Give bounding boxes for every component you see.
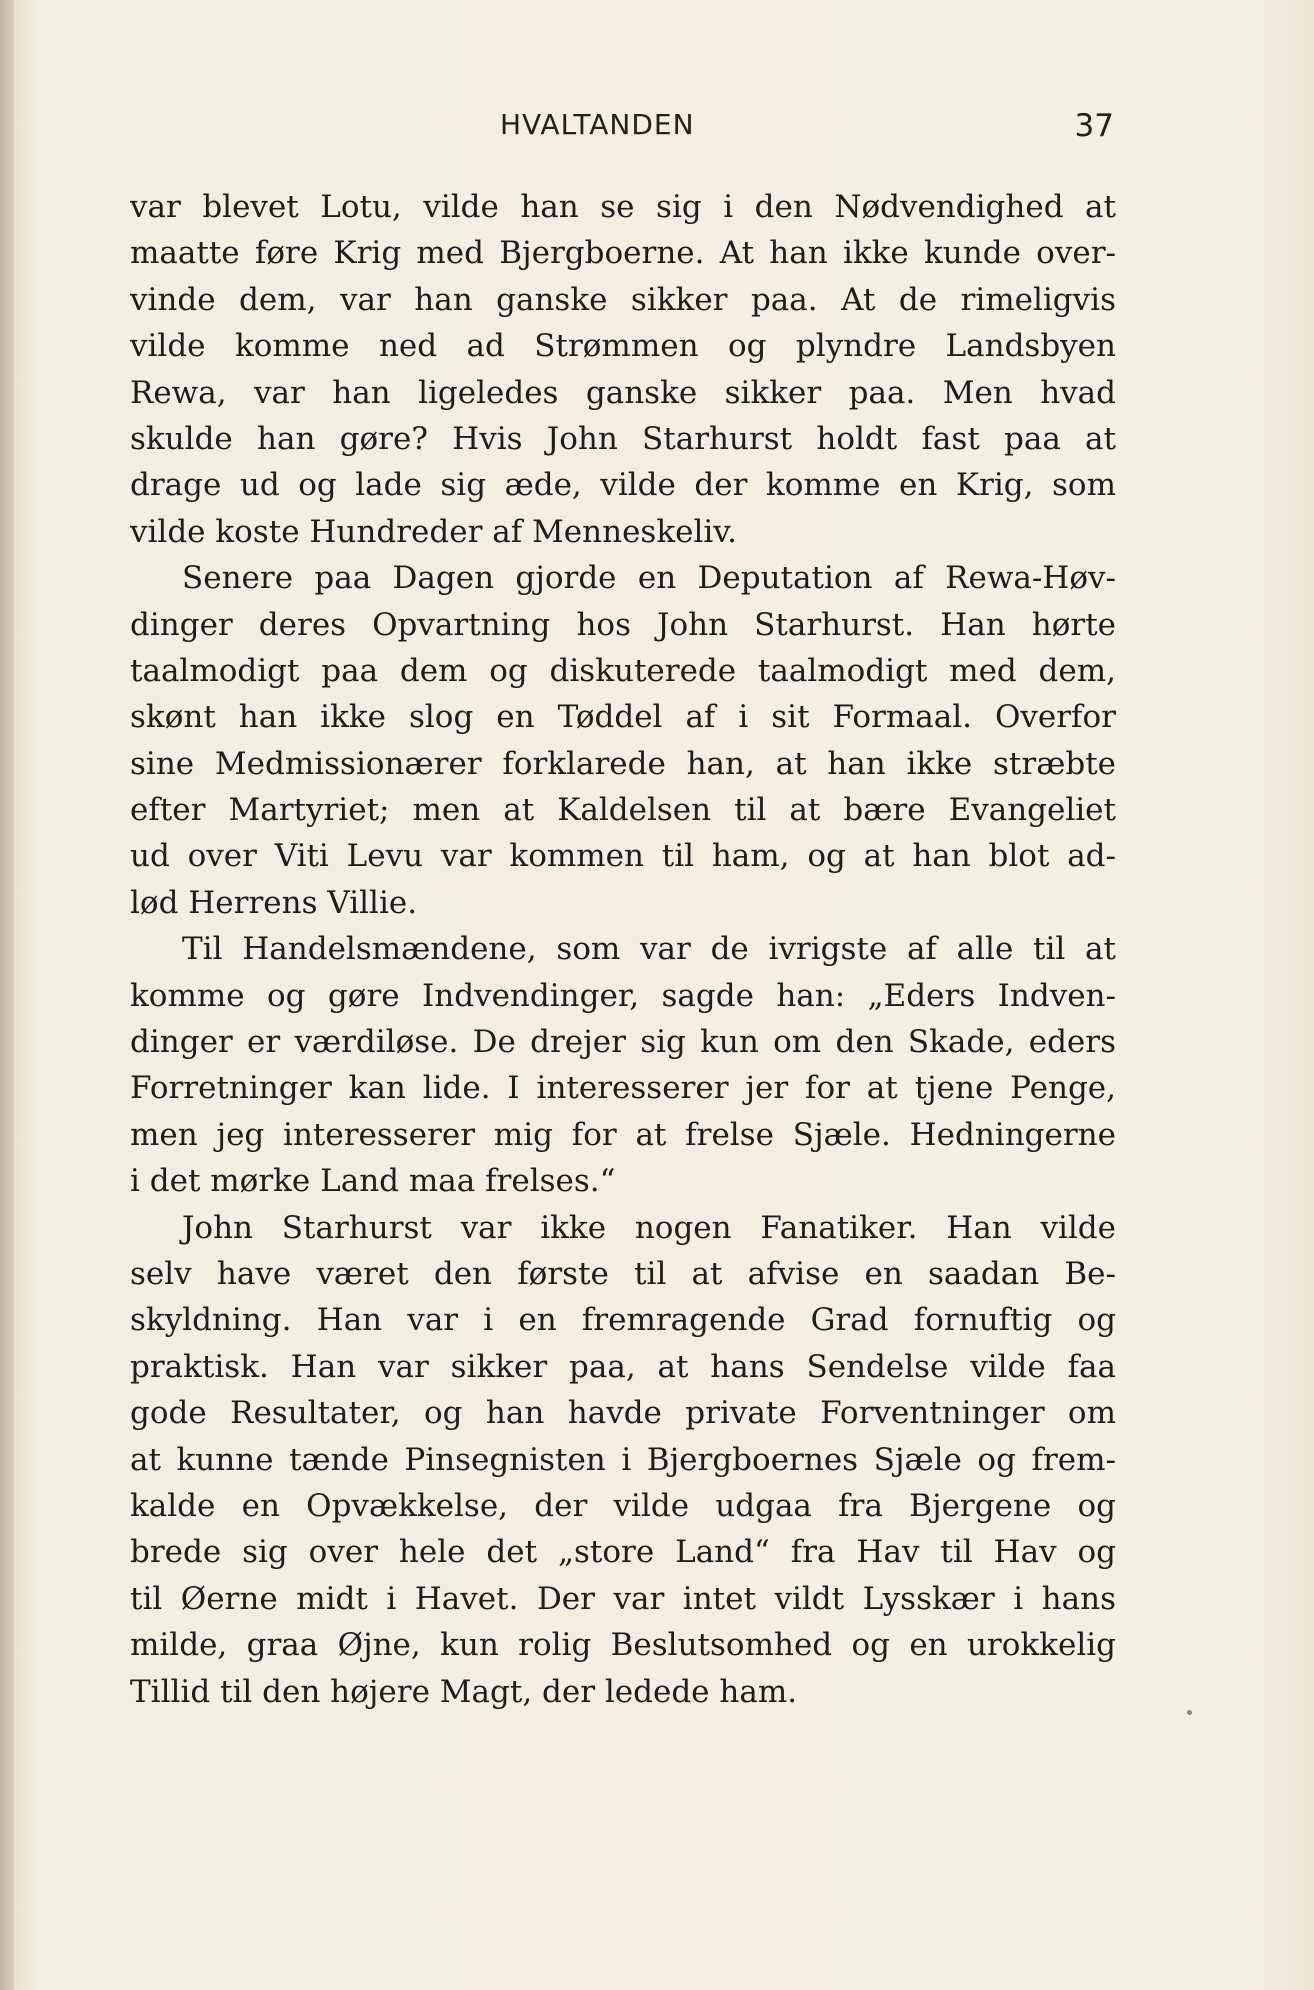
text-line: Tillid til den højere Magt, der ledede ham. [130, 1673, 798, 1710]
text-line: dinger deres Opvartning hos John Starhurst. Han hørte [130, 606, 1116, 643]
text-line: efter Martyriet; men at Kaldelsen til at bære Evangeliet [130, 792, 1116, 829]
text-line: gode Resultater, og han havde private Forventninger om [130, 1395, 1116, 1432]
text-line: vinde dem, var han ganske sikker paa. At de rimeligvis [130, 281, 1116, 318]
gutter-shadow [0, 0, 14, 1990]
text-line: til Øerne midt i Havet. Der var intet vildt Lysskær i hans [130, 1580, 1116, 1617]
text-line: men jeg interesserer mig for at frelse Sjæle. Hedningerne [130, 1116, 1116, 1153]
paper-speck [1187, 1710, 1192, 1715]
text-line: komme og gøre Indvendinger, sagde han: „Eders Indven- [130, 977, 1116, 1014]
text-line: sine Medmissionærer forklarede han, at han ikke stræbte [130, 745, 1116, 782]
text-line: Forretninger kan lide. I interesserer jer for at tjene Penge, [130, 1070, 1116, 1107]
text-line: taalmodigt paa dem og diskuterede taalmodigt med dem, [130, 652, 1116, 689]
text-line: maatte føre Krig med Bjergboerne. At han ikke kunde over- [130, 235, 1116, 272]
text-line: Senere paa Dagen gjorde en Deputation af Rewa-Høv- [182, 560, 1116, 597]
text-line: vilde koste Hundreder af Menneskeliv. [130, 513, 737, 550]
text-line: kalde en Opvækkelse, der vilde udgaa fra Bjergene og [130, 1487, 1116, 1524]
text-line: skyldning. Han var i en fremragende Grad fornuftig og [130, 1302, 1116, 1339]
text-line: skulde han gøre? Hvis John Starhurst holdt fast paa at [130, 420, 1116, 457]
text-line: i det mørke Land maa frelses.“ [130, 1163, 616, 1200]
text-line: dinger er værdiløse. De drejer sig kun om den Skade, eders [130, 1024, 1116, 1061]
text-line: milde, graa Øjne, kun rolig Beslutsomhed og en urokkelig [130, 1627, 1116, 1664]
text-line: lød Herrens Villie. [130, 884, 418, 921]
text-line: drage ud og lade sig æde, vilde der komme en Krig, som [130, 467, 1116, 504]
running-title: HVALTANDEN [500, 108, 695, 141]
text-line: John Starhurst var ikke nogen Fanatiker. Han vilde [182, 1209, 1116, 1246]
page-header [130, 108, 1120, 148]
text-line: Til Handelsmændene, som var de ivrigste af alle til at [182, 931, 1116, 968]
text-line: selv have været den første til at afvise en saadan Be- [130, 1255, 1116, 1292]
text-line: ud over Viti Levu var kommen til ham, og at han blot ad- [130, 838, 1116, 875]
body-text [130, 184, 1116, 1715]
text-line: vilde komme ned ad Strømmen og plyndre Landsbyen [130, 328, 1116, 365]
text-line: brede sig over hele det „store Land“ fra Hav til Hav og [130, 1534, 1116, 1571]
text-line: skønt han ikke slog en Tøddel af i sit Formaal. Overfor [130, 699, 1116, 736]
text-line: at kunne tænde Pinsegnisten i Bjergboernes Sjæle og frem- [130, 1441, 1116, 1478]
text-line: praktisk. Han var sikker paa, at hans Sendelse vilde faa [130, 1348, 1116, 1385]
text-line: Rewa, var han ligeledes ganske sikker paa. Men hvad [130, 374, 1116, 411]
page-number: 37 [1074, 108, 1114, 144]
text-line: var blevet Lotu, vilde han se sig i den Nødvendighed at [130, 189, 1116, 225]
